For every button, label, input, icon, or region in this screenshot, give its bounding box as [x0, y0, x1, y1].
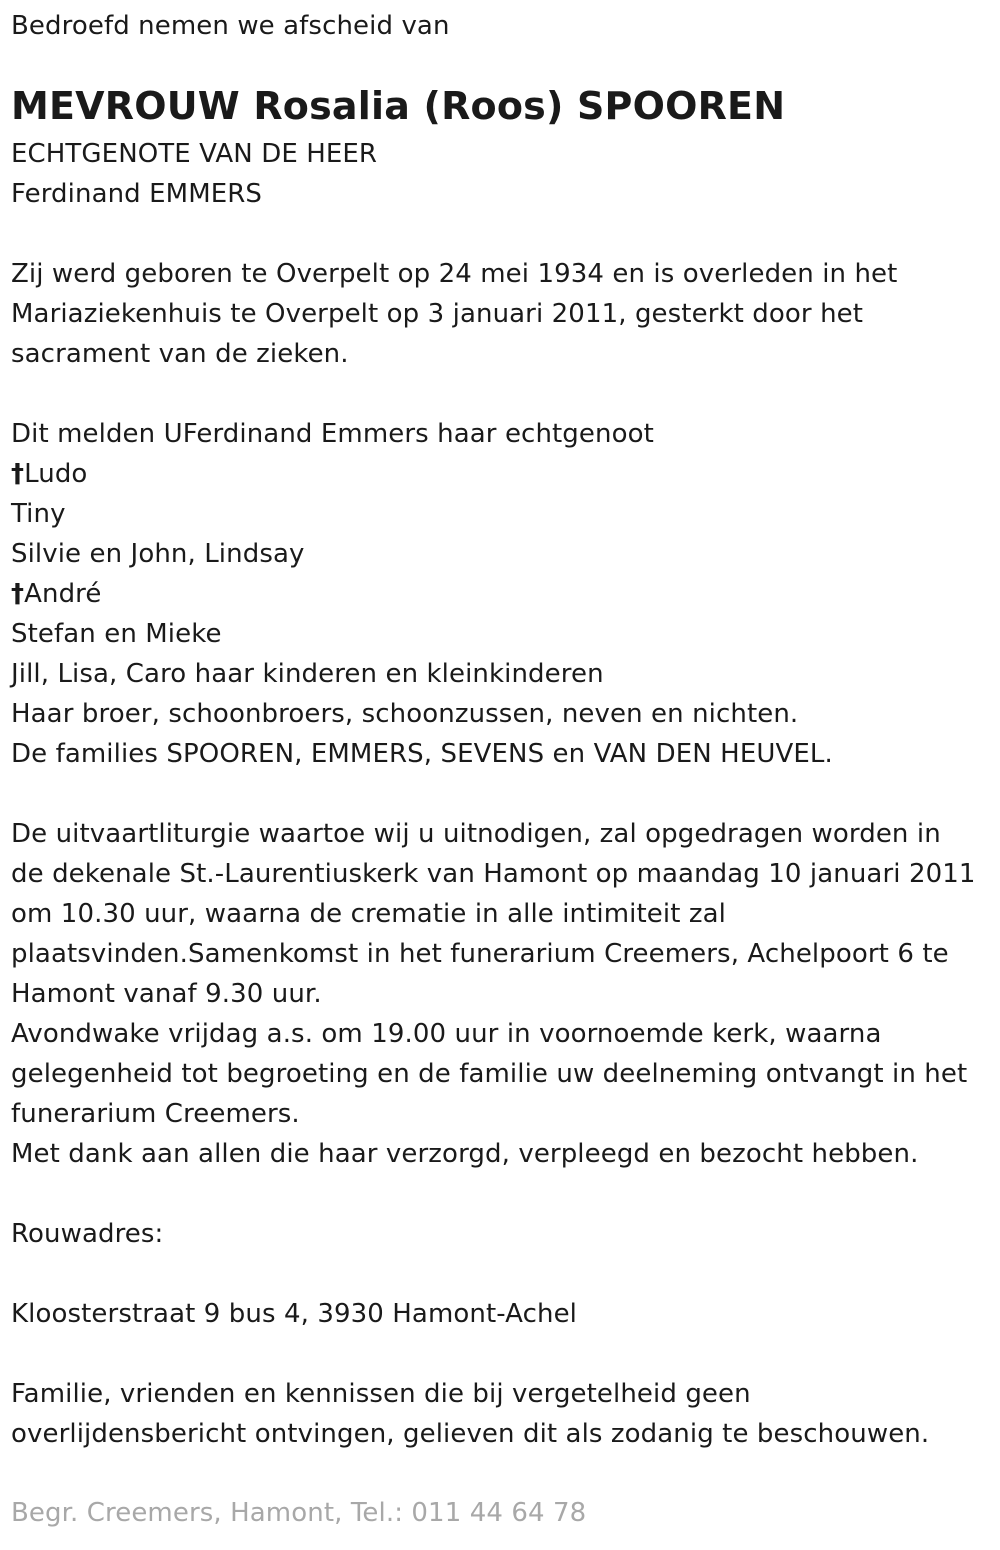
grandchildren: Jill, Lisa, Caro haar kinderen en kleinkinderen	[11, 659, 604, 689]
undertaker-footer: Begr. Creemers, Hamont, Tel.: 011 44 64 78	[11, 1498, 587, 1528]
paragraph-line: Familie, vrienden en kennissen die bij vergetelheid geen	[11, 1379, 751, 1409]
spouse-name: Ferdinand EMMERS	[11, 179, 263, 209]
address-label: Rouwadres:	[11, 1219, 164, 1249]
paragraph-line: De uitvaartliturgie waartoe wij u uitnodigen, zal opgedragen worden in	[11, 819, 941, 849]
birth-death-paragraph	[11, 254, 897, 374]
paragraph-line: Avondwake vrijdag a.s. om 19.00 uur in voornoemde kerk, waarna	[11, 1019, 882, 1049]
child-andre	[11, 574, 833, 614]
siblings: Haar broer, schoonbroers, schoonzussen, neven en nichten.	[11, 699, 799, 729]
spouse-block	[11, 134, 377, 214]
address-block	[11, 1294, 577, 1334]
announcer-spouse: Dit melden UFerdinand Emmers haar echtgenoot	[11, 419, 654, 449]
announcers-block	[11, 414, 833, 774]
paragraph-line: funerarium Creemers.	[11, 1099, 300, 1129]
notice-paragraph	[11, 1374, 929, 1454]
cross-icon: †	[11, 579, 25, 609]
child-name: André	[24, 579, 102, 609]
address-label-block	[11, 1214, 163, 1254]
child-stefan: Stefan en Mieke	[11, 619, 222, 649]
service-paragraph	[11, 814, 976, 1174]
paragraph-line: overlijdensbericht ontvingen, gelieven dit als zodanig te beschouwen.	[11, 1419, 930, 1449]
paragraph-line: plaatsvinden.Samenkomst in het funerarium Creemers, Achelpoort 6 te	[11, 939, 949, 969]
spouse-title: ECHTGENOTE VAN DE HEER	[11, 139, 378, 169]
paragraph-line: Zij werd geboren te Overpelt op 24 mei 1934 en is overleden in het	[11, 259, 898, 289]
child-tiny: Tiny	[11, 499, 66, 529]
paragraph-line: Hamont vanaf 9.30 uur.	[11, 979, 322, 1009]
intro-text: Bedroefd nemen we afscheid van	[11, 11, 450, 41]
families: De families SPOOREN, EMMERS, SEVENS en VAN DEN HEUVEL.	[11, 739, 833, 769]
child-ludo	[11, 454, 833, 494]
paragraph-line: Mariaziekenhuis te Overpelt op 3 januari 2011, gesterkt door het	[11, 299, 864, 329]
paragraph-line: gelegenheid tot begroeting en de familie uw deelneming ontvangt in het	[11, 1059, 968, 1089]
mourning-address: Kloosterstraat 9 bus 4, 3930 Hamont-Achel	[11, 1299, 577, 1329]
paragraph-line: de dekenale St.-Laurentiuskerk van Hamont op maandag 10 januari 2011	[11, 859, 976, 889]
cross-icon: †	[11, 459, 25, 489]
paragraph-line: om 10.30 uur, waarna de crematie in alle intimiteit zal	[11, 899, 726, 929]
paragraph-line: Met dank aan allen die haar verzorgd, verpleegd en bezocht hebben.	[11, 1139, 919, 1169]
child-silvie: Silvie en John, Lindsay	[11, 539, 305, 569]
paragraph-line: sacrament van de zieken.	[11, 339, 349, 369]
child-name: Ludo	[24, 459, 88, 489]
deceased-name: MEVROUW Rosalia (Roos) SPOOREN	[11, 84, 786, 128]
